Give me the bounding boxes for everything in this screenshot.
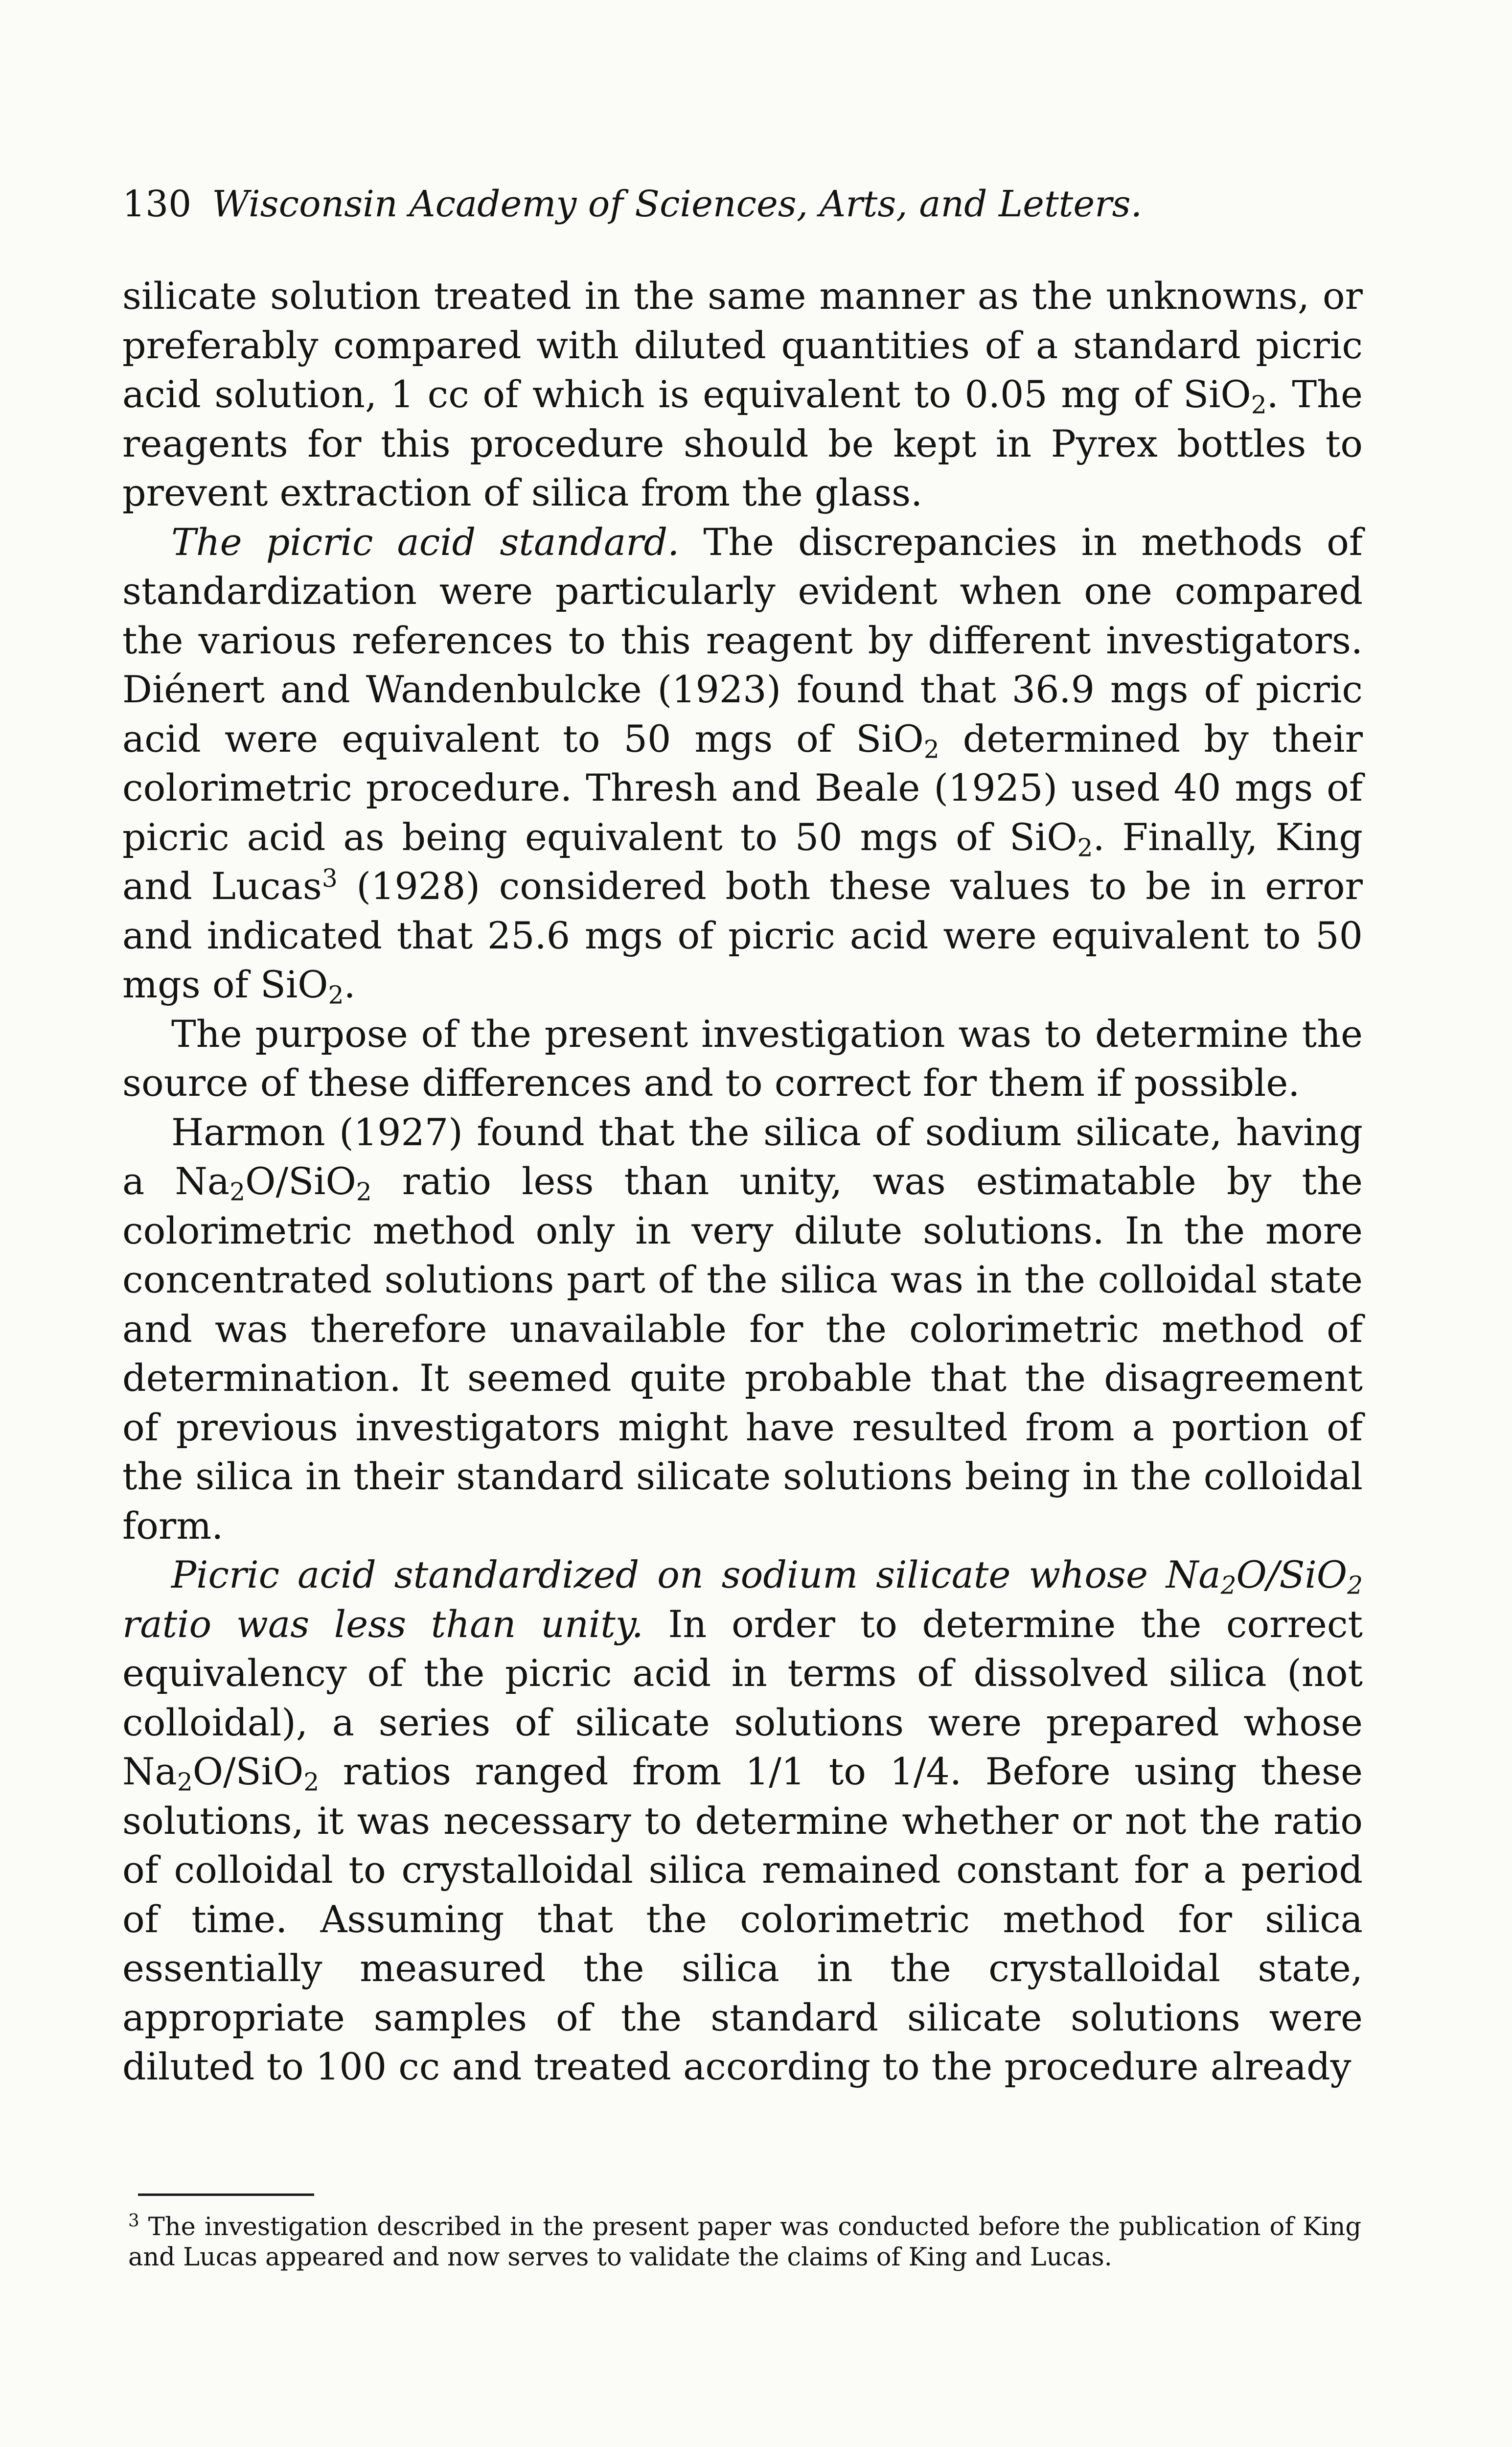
footnote-rule <box>138 2193 314 2196</box>
paragraph-5: Picric acid standardized on sodium silicate whose $Na_2O/SiO_2$ ratio was less than unity. In order to determine the correct equivalency of the picric acid in terms of dissolved silica (not colloidal), a series of silicate solutions were prepared whose $Na_2O/SiO_2$ ratios ranged from 1/1 to 1/4. Before using these solutions, it was necessary to determine whether or not the ratio of colloidal to crystalloidal silica remained constant for a period of time. Assuming that the colorimetric method for silica essentially measured the silica in the crystalloidal state, appropriate samples of the standard silicate solutions were diluted to 100 cc and treated according to the procedure already <box>122 1553 1363 2088</box>
page-number: 130 <box>122 183 192 225</box>
footnote-text: The investigation described in the present paper was conducted before the publication of King and Lucas appeared and now serves to validate the claims of King and Lucas. <box>128 2213 1361 2272</box>
footnote-marker: 3 <box>128 2211 139 2231</box>
paragraph-3: The purpose of the present investigation was to determine the source of these differences and to correct for them if possible. <box>122 1012 1363 1105</box>
running-header <box>122 183 1143 225</box>
footnote <box>128 2212 1361 2273</box>
body-text <box>122 272 1363 2092</box>
footnote-reference: 3 <box>321 863 338 893</box>
paragraph-2: The picric acid standard. The discrepancies in methods of standardization were particularly evident when one compared the various references to this reagent by different investigators. Diénert and Wandenbulcke (1923) found that 36.9 mgs of picric acid were equivalent to 50 mgs of SiO$_2$ determined by their colorimetric procedure. Thresh and Beale (1925) used 40 mgs of picric acid as being equivalent to 50 mgs of SiO$_2$. Finally, King and Lucas$^3$ (1928) considered both these values to be in error and indicated that 25.6 mgs of picric acid were equivalent to 50 mgs of SiO$_2$. <box>122 520 1363 1010</box>
section-heading-picric-acid-standard: The picric acid standard. <box>171 520 680 564</box>
paragraph-1: silicate solution treated in the same manner as the unknowns, or preferably compared with diluted quantities of a standard picric acid solution, 1 cc of which is equivalent to 0.05 mg of SiO$_2$. The reagents for this procedure should be kept in Pyrex bottles to prevent extraction of silica from the glass. <box>122 274 1363 514</box>
running-title: Wisconsin Academy of Sciences, Arts, and Letters. <box>212 183 1143 225</box>
section-heading-sodium-silicate: Picric acid standardized on sodium silicate whose $Na_2O/SiO_2$ ratio was less than unity. <box>122 1553 1363 1646</box>
paragraph-4: Harmon (1927) found that the silica of sodium silicate, having a $Na_2O/SiO_2$ ratio less than unity, was estimatable by the colorimetric method only in very dilute solutions. In the more concentrated solutions part of the silica was in the colloidal state and was therefore unavailable for the colorimetric method of determination. It seemed quite probable that the disagreement of previous investigators might have resulted from a portion of the silica in their standard silicate solutions being in the colloidal form. <box>122 1110 1363 1547</box>
